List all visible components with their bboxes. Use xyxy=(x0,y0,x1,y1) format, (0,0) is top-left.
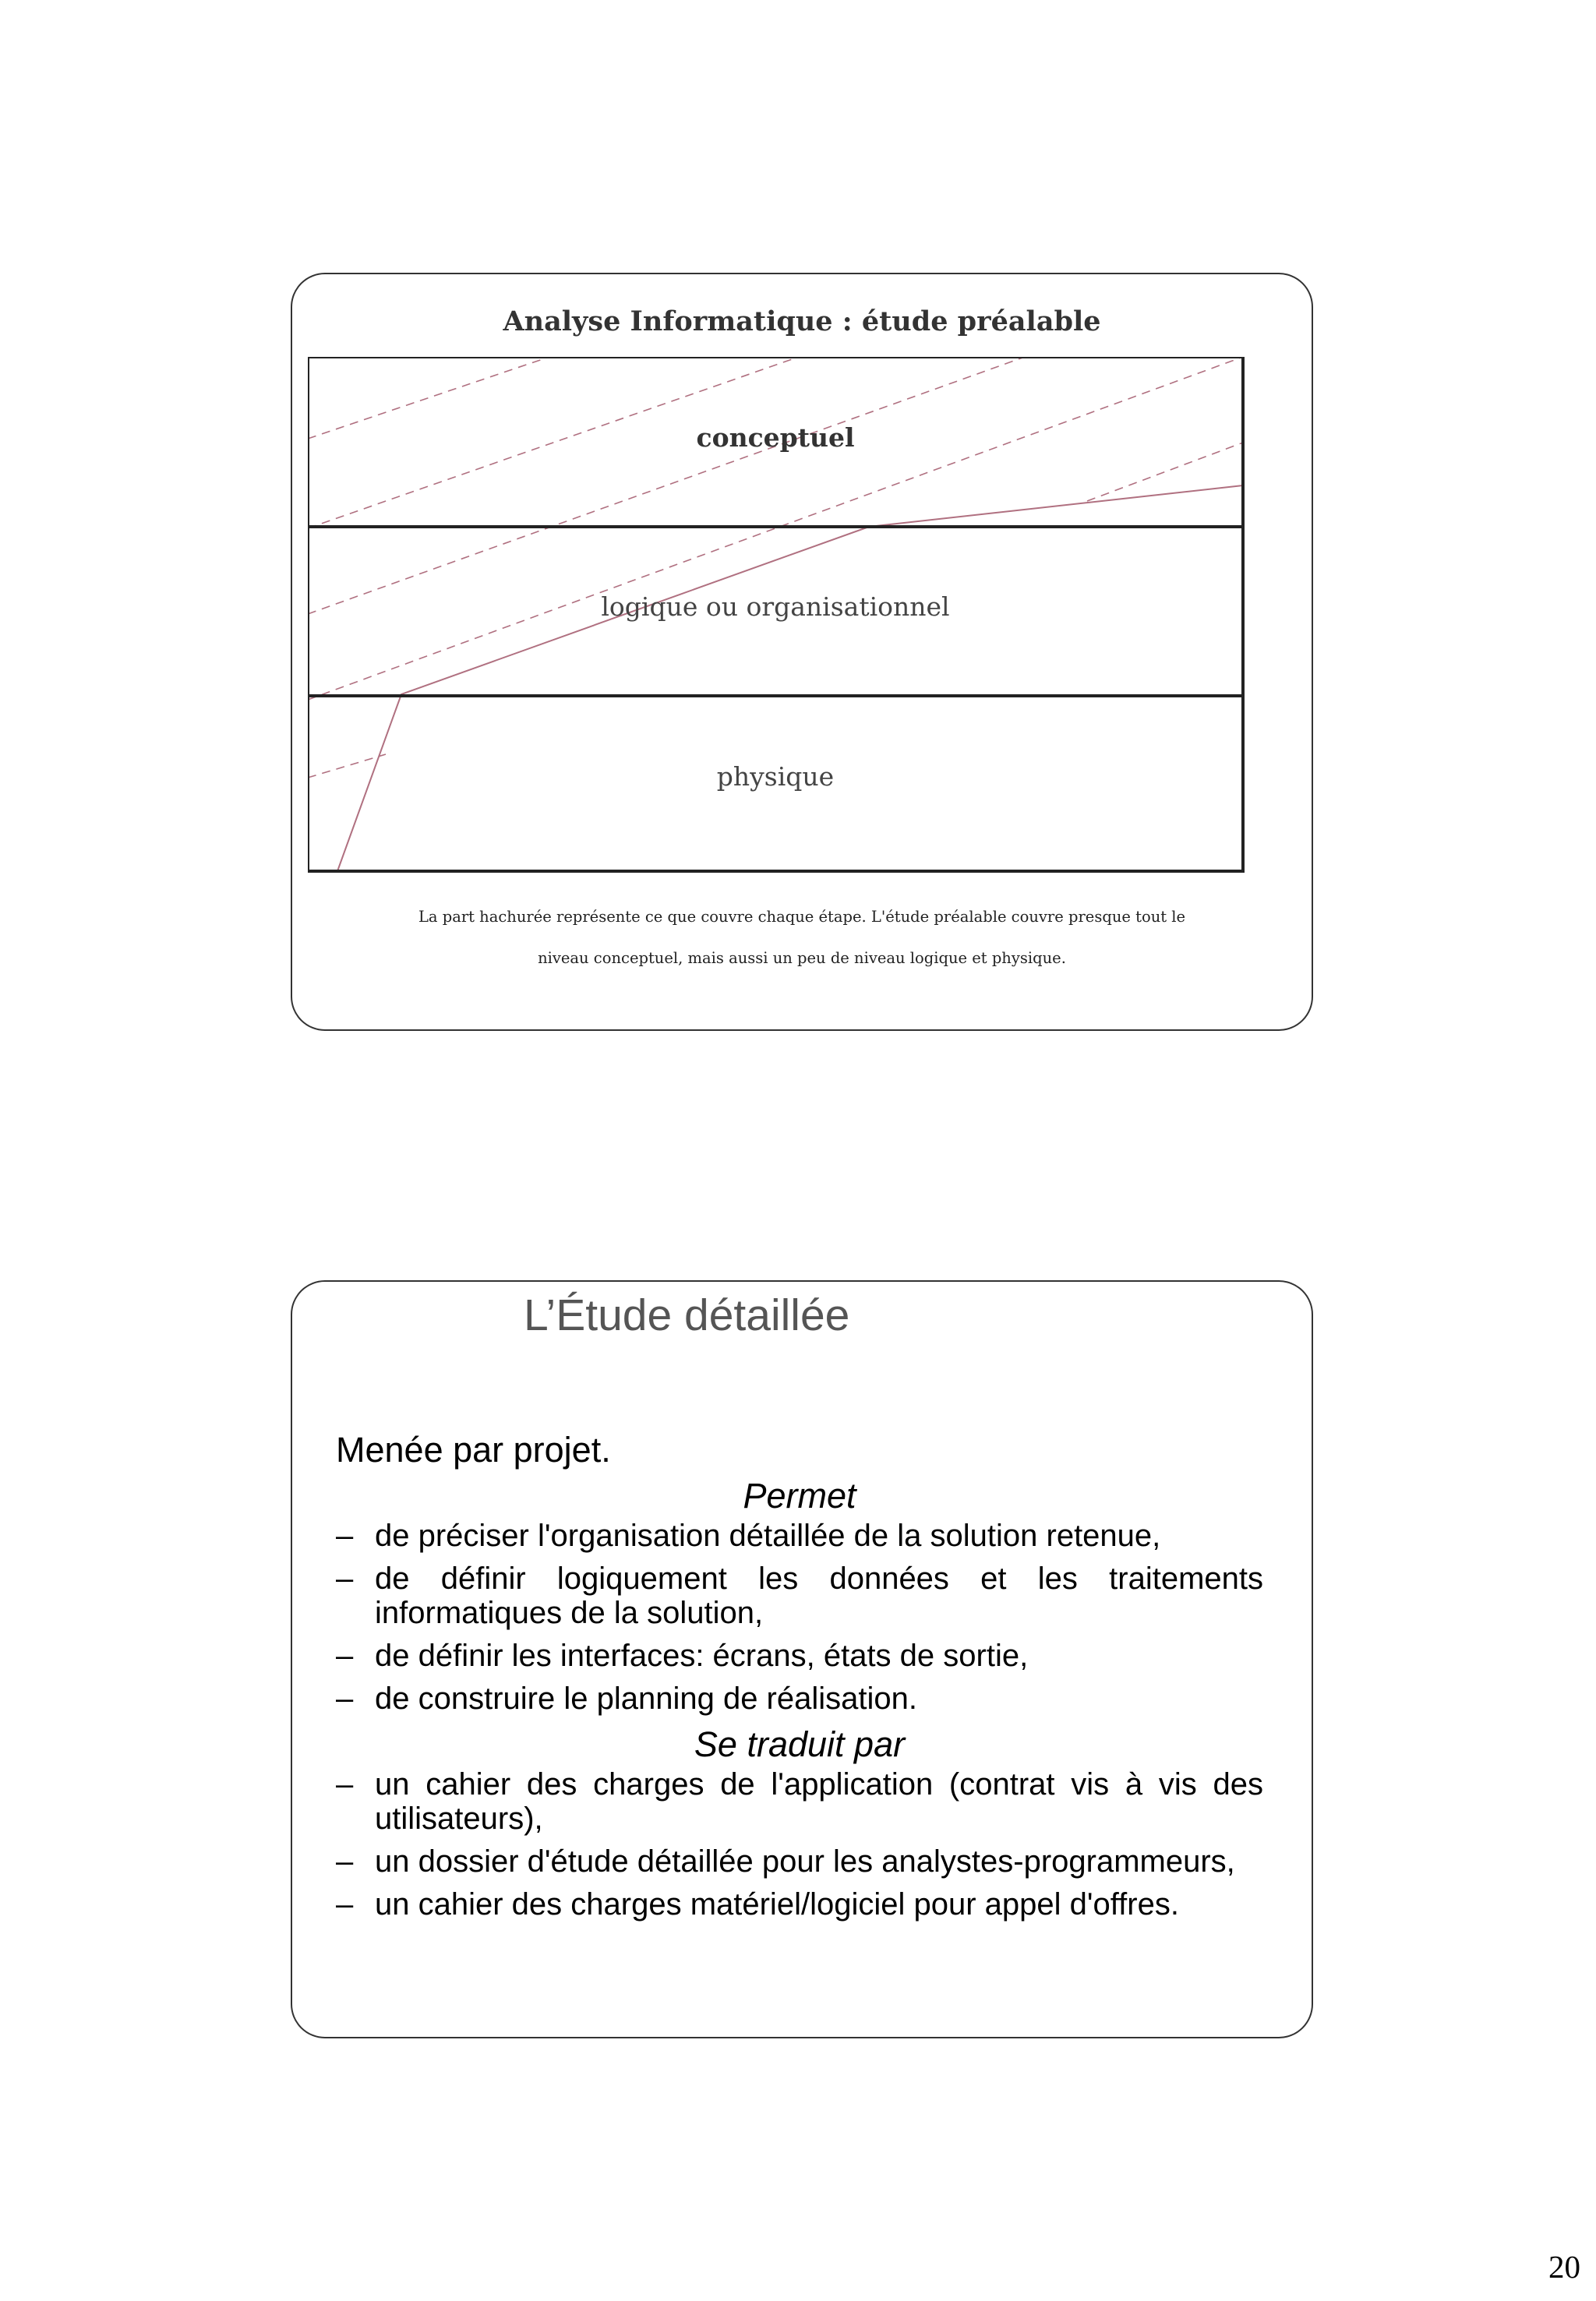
hatch-line xyxy=(1087,443,1243,501)
slide-title: Analyse Informatique : étude préalable xyxy=(503,305,1101,337)
list-item: – un cahier des charges matériel/logiciel pour appel d'offres. xyxy=(336,1887,1263,1922)
slide-title: L’Étude détaillée xyxy=(524,1290,850,1340)
list-item: – un dossier d'étude détaillée pour les analystes-programmeurs, xyxy=(336,1844,1263,1879)
level-label-logique: logique ou organisationnel xyxy=(601,591,950,622)
caption-line-1: La part hachurée représente ce que couvre chaque étape. L'étude préalable couvre presque tout le xyxy=(418,908,1186,926)
levels-diagram xyxy=(308,357,1251,895)
section-heading-se-traduit-par: Se traduit par xyxy=(694,1724,906,1764)
slide-etude-prealable xyxy=(291,273,1313,1031)
slide-body xyxy=(336,1430,1263,1931)
page-number: 20 xyxy=(1548,2249,1580,2285)
level-label-physique: physique xyxy=(716,761,835,792)
caption-line-2: niveau conceptuel, mais aussi un peu de niveau logique et physique. xyxy=(538,949,1066,967)
hatch-line xyxy=(308,357,549,439)
hatch-line xyxy=(308,754,386,778)
list-item: – de préciser l'organisation détaillée de la solution retenue, xyxy=(336,1519,1263,1553)
se-traduit-par-list xyxy=(336,1767,1263,1922)
hatch-line xyxy=(308,357,1025,614)
coverage-boundary-line xyxy=(337,485,1243,871)
section-heading-permet: Permet xyxy=(743,1476,856,1516)
list-item: – de définir les interfaces: écrans, états de sortie, xyxy=(336,1639,1263,1673)
level-label-conceptuel: conceptuel xyxy=(696,422,855,453)
list-item: – un cahier des charges de l'application (contrat vis à vis des utilisateurs), xyxy=(336,1767,1263,1836)
list-item: – de construire le planning de réalisation. xyxy=(336,1682,1263,1716)
hatching-lines xyxy=(308,357,1243,778)
list-item: – de définir logiquement les données et les traitements informatiques de la solution, xyxy=(336,1562,1263,1630)
permet-list xyxy=(336,1519,1263,1716)
lead-text: Menée par projet. xyxy=(336,1430,611,1470)
slide-etude-detaillee xyxy=(291,1280,1313,2038)
